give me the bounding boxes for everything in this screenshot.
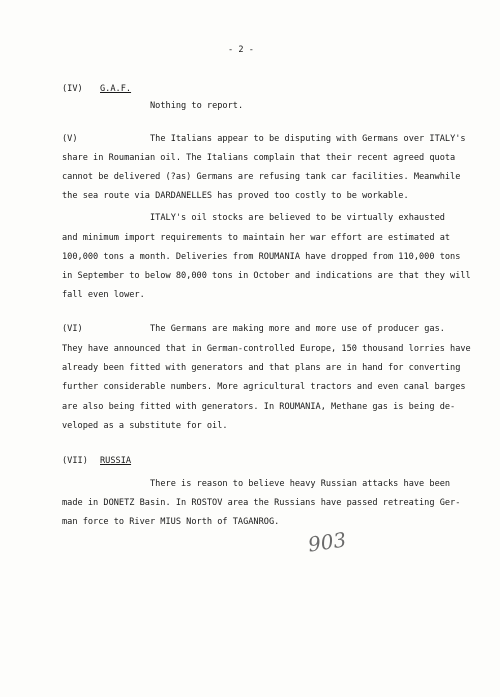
section-v-line: 100,000 tons a month. Deliveries from ROUMANIA have dropped from 110,000 tons	[62, 252, 461, 262]
section-v-line: share in Roumanian oil. The Italians complain that their recent agreed quota	[62, 153, 456, 163]
section-vi-label: (VI)	[62, 324, 83, 334]
section-vii-line: made in DONETZ Basin. In ROSTOV area the Russians have passed retreating Ger-	[62, 498, 461, 508]
section-iv-text: Nothing to report.	[150, 101, 244, 111]
section-vii-line: man force to River MIUS North of TAGANROG.	[62, 517, 280, 527]
section-v-line: in September to below 80,000 tons in October and indications are that they will	[62, 271, 471, 281]
section-vi-line: veloped as a substitute for oil.	[62, 421, 228, 431]
section-vi-line: They have announced that in German-controlled Europe, 150 thousand lorries have	[62, 344, 471, 354]
section-iv-label: (IV)	[62, 84, 83, 94]
section-vi-line: are also being fitted with generators. In ROUMANIA, Methane gas is being de-	[62, 402, 456, 412]
section-iv-title: G.A.F.	[100, 84, 132, 94]
section-v-line: cannot be delivered (?as) Germans are refusing tank car facilities. Meanwhile	[62, 172, 461, 182]
section-v-line: ITALY's oil stocks are believed to be virtually exhausted	[150, 213, 445, 223]
section-v-line: fall even lower.	[62, 290, 145, 300]
handwritten-note: 903	[306, 527, 348, 557]
section-v-line: and minimum import requirements to maintain her war effort are estimated at	[62, 233, 451, 243]
section-vii-title: RUSSIA	[100, 456, 132, 466]
section-vi-line: The Germans are making more and more use of producer gas.	[150, 324, 445, 334]
section-vii-line: There is reason to believe heavy Russian attacks have been	[150, 479, 451, 489]
page-number: - 2 -	[228, 45, 254, 55]
section-vii-label: (VII)	[62, 456, 88, 466]
section-vi-line: already been fitted with generators and that plans are in hand for converting	[62, 363, 461, 373]
section-vi-line: further considerable numbers. More agricultural tractors and even canal barges	[62, 382, 466, 392]
section-v-line: the sea route via DARDANELLES has proved too costly to be workable.	[62, 191, 409, 201]
section-v-label: (V)	[62, 134, 78, 144]
section-v-line: The Italians appear to be disputing with Germans over ITALY's	[150, 134, 466, 144]
